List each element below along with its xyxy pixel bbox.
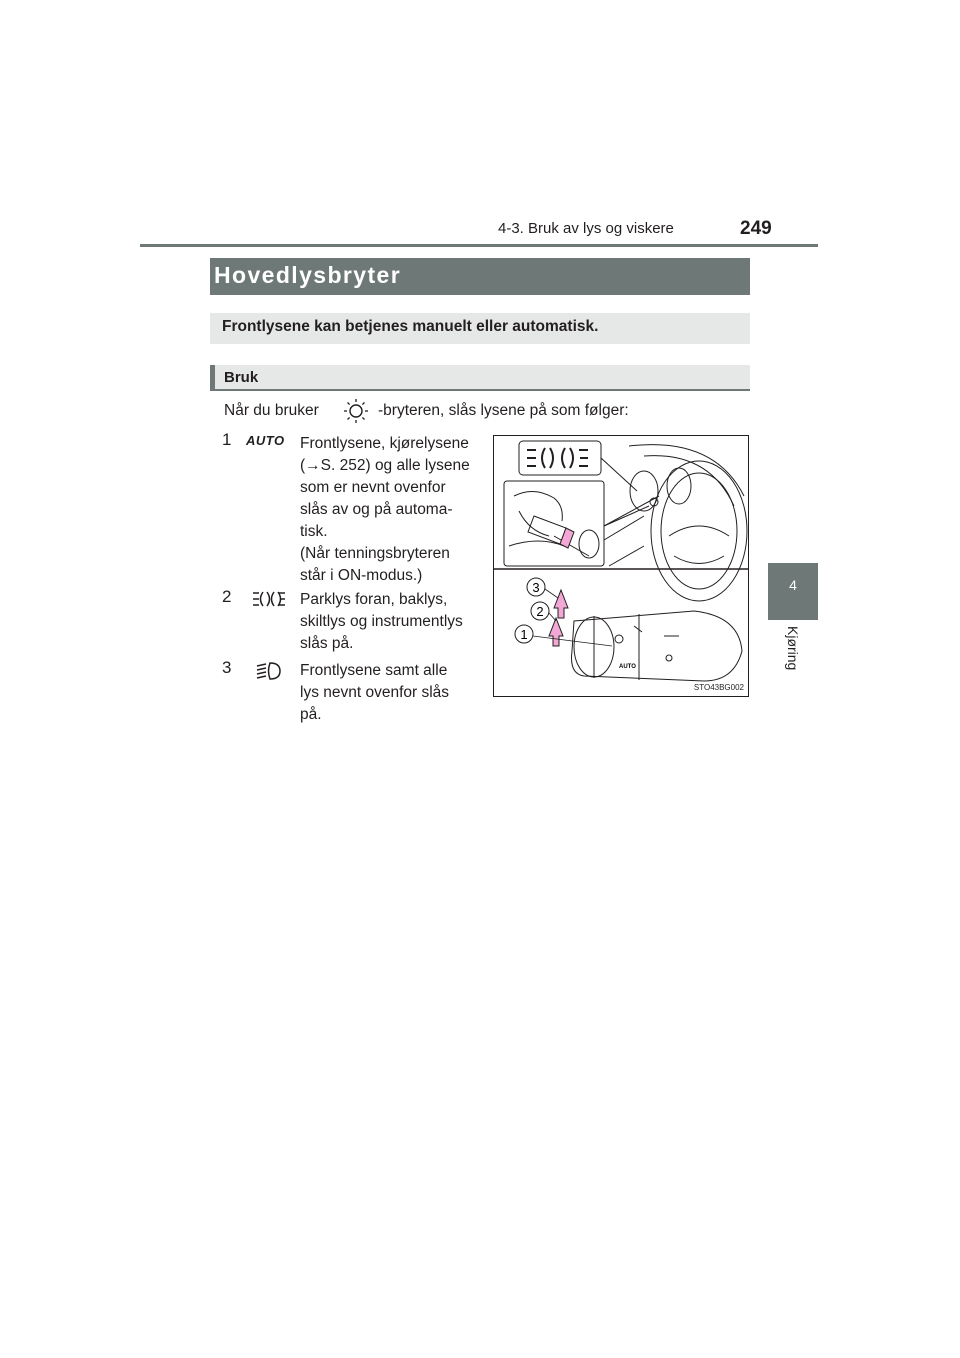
operation-text-start: Når du bruker xyxy=(224,402,319,419)
subsection-title: Bruk xyxy=(224,369,259,386)
item-number-3: 3 xyxy=(222,658,232,677)
callout-3: 3 xyxy=(532,580,540,595)
header-divider xyxy=(140,244,818,247)
subsection-accent xyxy=(210,365,215,391)
subsection-bar xyxy=(210,365,750,391)
light-switch-icon xyxy=(341,398,371,429)
page-title: Hovedlysbryter xyxy=(214,262,402,288)
page-number: 249 xyxy=(740,218,772,239)
item-number-1: 1 xyxy=(222,430,232,449)
item-description-1: Frontlysene, kjørelysene (→S. 252) og alle lysene som er nevnt ovenfor slås av og på automa- tisk. (Når tenningsbryteren står i ON-modus.) xyxy=(300,435,470,584)
callout-2: 2 xyxy=(536,604,544,619)
callout-1: 1 xyxy=(520,627,528,642)
parking-lights-icon xyxy=(252,589,286,614)
item-number-2: 2 xyxy=(222,587,232,606)
chapter-tab-number: 4 xyxy=(789,577,797,593)
item-description-2: Parklys foran, baklys, skiltlys og instrumentlys slås på. xyxy=(300,591,463,652)
headlight-switch-illustration xyxy=(493,435,749,697)
section-title: 4-3. Bruk av lys og viskere xyxy=(498,220,674,237)
switch-auto-label: AUTO xyxy=(619,664,636,670)
chapter-label: Kjøring xyxy=(785,626,801,671)
item-description-3: Frontlysene samt alle lys nevnt ovenfor slås på. xyxy=(300,662,450,723)
operation-text-end: -bryteren, slås lysene på som følger: xyxy=(378,402,629,419)
auto-icon: AUTO xyxy=(246,433,285,448)
headlight-icon xyxy=(255,660,283,687)
intro-text: Frontlysene kan betjenes manuelt eller automatisk. xyxy=(222,318,599,335)
figure-code: STO43BG002 xyxy=(693,683,744,692)
